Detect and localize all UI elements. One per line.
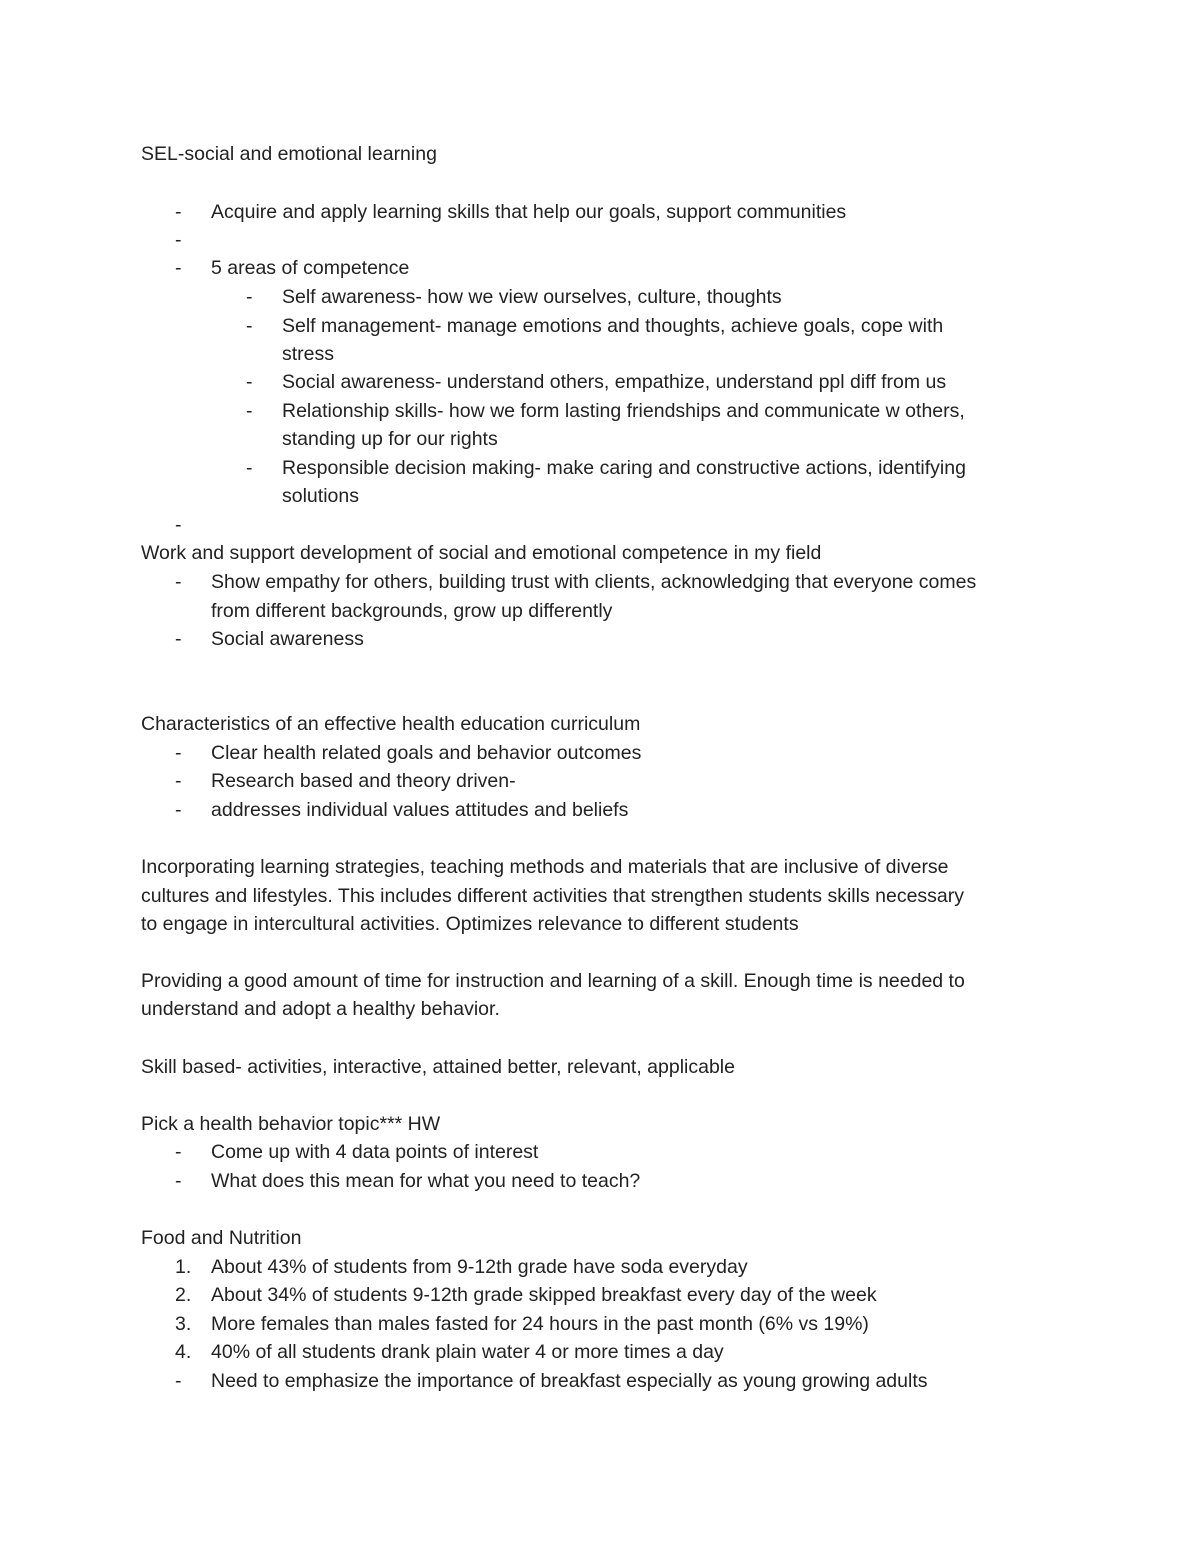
bullet-dash: - — [246, 457, 253, 479]
list-number: 4. — [175, 1341, 192, 1363]
bullet-dash: - — [175, 229, 182, 251]
area-decision-making: Responsible decision making- make caring and constructive actions, identifying — [282, 457, 966, 479]
area-relationship-skills: Relationship skills- how we form lasting friendships and communicate w others, — [282, 400, 965, 422]
bullet-dash: - — [246, 286, 253, 308]
bullet-dash: - — [175, 799, 182, 821]
food-item-breakfast: About 34% of students 9-12th grade skipped breakfast every day of the week — [211, 1284, 877, 1306]
food-item-fasted: More females than males fasted for 24 hours in the past month (6% vs 19%) — [211, 1313, 869, 1335]
paragraph-providing-line: understand and adopt a healthy behavior. — [141, 998, 500, 1020]
sel-heading: SEL-social and emotional learning — [141, 143, 437, 165]
paragraph-providing-line: Providing a good amount of time for instruction and learning of a skill. Enough time is needed to — [141, 970, 965, 992]
curriculum-heading: Characteristics of an effective health education curriculum — [141, 713, 641, 735]
paragraph-incorporating-line: Incorporating learning strategies, teaching methods and materials that are inclusive of diverse — [141, 856, 949, 878]
bullet-dash: - — [246, 400, 253, 422]
sel-item-areas: 5 areas of competence — [211, 257, 410, 279]
hw-item-data-points: Come up with 4 data points of interest — [211, 1141, 539, 1163]
area-decision-making-cont: solutions — [282, 485, 359, 507]
work-item-empathy-cont: from different backgrounds, grow up differently — [211, 600, 613, 622]
bullet-dash: - — [175, 742, 182, 764]
work-item-social-awareness: Social awareness — [211, 628, 364, 650]
bullet-dash: - — [246, 371, 253, 393]
sel-item-acquire: Acquire and apply learning skills that help our goals, support communities — [211, 201, 847, 223]
bullet-dash: - — [175, 201, 182, 223]
bullet-dash: - — [175, 1370, 182, 1392]
bullet-dash: - — [175, 1141, 182, 1163]
food-item-soda: About 43% of students from 9-12th grade have soda everyday — [211, 1256, 748, 1278]
paragraph-skill-based: Skill based- activities, interactive, attained better, relevant, applicable — [141, 1056, 735, 1078]
food-item-water: 40% of all students drank plain water 4 or more times a day — [211, 1341, 724, 1363]
food-item-emphasize: Need to emphasize the importance of breakfast especially as young growing adults — [211, 1370, 928, 1392]
hw-item-meaning: What does this mean for what you need to teach? — [211, 1170, 641, 1192]
hw-heading: Pick a health behavior topic*** HW — [141, 1113, 441, 1135]
area-self-management: Self management- manage emotions and thoughts, achieve goals, cope with — [282, 315, 944, 337]
area-relationship-skills-cont: standing up for our rights — [282, 428, 498, 450]
work-heading: Work and support development of social and emotional competence in my field — [141, 542, 822, 564]
list-number: 3. — [175, 1313, 192, 1335]
bullet-dash: - — [175, 257, 182, 279]
bullet-dash: - — [175, 514, 182, 536]
food-heading: Food and Nutrition — [141, 1227, 302, 1249]
area-self-awareness: Self awareness- how we view ourselves, culture, thoughts — [282, 286, 782, 308]
bullet-dash: - — [175, 770, 182, 792]
bullet-dash: - — [246, 315, 253, 337]
curriculum-item-research: Research based and theory driven- — [211, 770, 516, 792]
work-item-empathy: Show empathy for others, building trust with clients, acknowledging that everyone comes — [211, 571, 977, 593]
curriculum-item-values: addresses individual values attitudes and beliefs — [211, 799, 629, 821]
paragraph-incorporating-line: cultures and lifestyles. This includes different activities that strengthen students skills necessary — [141, 885, 965, 907]
area-social-awareness: Social awareness- understand others, empathize, understand ppl diff from us — [282, 371, 947, 393]
paragraph-incorporating-line: to engage in intercultural activities. Optimizes relevance to different students — [141, 913, 799, 935]
area-self-management-cont: stress — [282, 343, 335, 365]
list-number: 1. — [175, 1256, 192, 1278]
bullet-dash: - — [175, 571, 182, 593]
bullet-dash: - — [175, 1170, 182, 1192]
bullet-dash: - — [175, 628, 182, 650]
curriculum-item-goals: Clear health related goals and behavior outcomes — [211, 742, 642, 764]
list-number: 2. — [175, 1284, 192, 1306]
